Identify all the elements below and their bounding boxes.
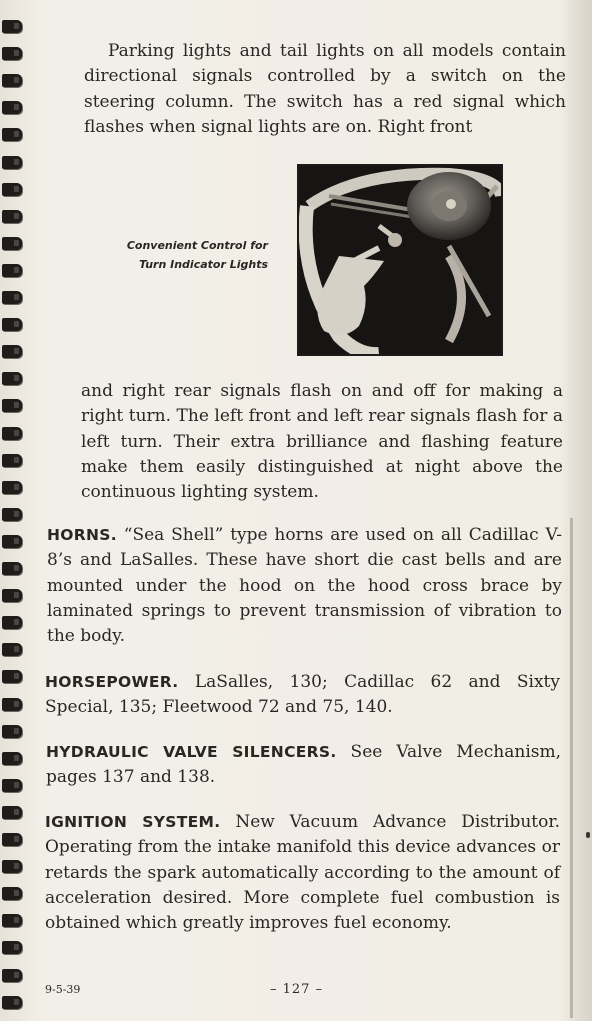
binding-ring xyxy=(2,752,22,765)
binding-ring xyxy=(2,616,22,629)
binding-ring xyxy=(2,291,22,304)
section-body: New Vacuum Advance Distributor. Operating from the intake manifold this device advances or retards the spark automatically according to the amount of acceleration desired. More complete fuel combustion is obtained which greatly improves fuel economy. xyxy=(45,812,561,934)
binding-ring xyxy=(2,74,22,87)
steering-wheel-icon xyxy=(299,166,501,354)
binding-ring xyxy=(2,427,22,440)
binding-ring xyxy=(2,779,22,792)
binding-ring xyxy=(2,101,22,114)
binding-ring xyxy=(2,996,22,1009)
section-body: See Valve Mechanism, pages 137 and 138. xyxy=(46,742,561,788)
binding-ring xyxy=(2,210,22,223)
binding-ring xyxy=(2,481,22,494)
spiral-binding xyxy=(0,0,26,1021)
binding-ring xyxy=(2,562,22,575)
page-number: – 127 – xyxy=(270,982,324,997)
binding-ring xyxy=(2,264,22,277)
footer-date: 9-5-39 xyxy=(45,983,81,996)
binding-ring xyxy=(2,833,22,846)
binding-ring xyxy=(2,47,22,60)
binding-ring xyxy=(2,508,22,521)
steering-wheel-photo xyxy=(297,164,503,356)
binding-ring xyxy=(2,643,22,656)
binding-ring xyxy=(2,237,22,250)
binding-ring xyxy=(2,454,22,467)
binding-ring xyxy=(2,941,22,954)
binding-ring xyxy=(2,806,22,819)
intro-paragraph-top: Parking lights and tail lights on all models contain directional signals controlled by a switch on the steering column. The switch has a red signal which flashes when signal lights are on. Right front xyxy=(84,41,566,137)
section-heading: HORSEPOWER. xyxy=(45,673,179,691)
binding-ring xyxy=(2,535,22,548)
binding-ring xyxy=(2,156,22,169)
binding-ring xyxy=(2,20,22,33)
figure-caption xyxy=(100,236,268,274)
intro-paragraph-bottom: and right rear signals flash on and off for making a right turn. The left front and left rear signals flash for a left turn. Their extra brilliance and flashing feature make them easily distinguished at night above the continuous lighting system. xyxy=(81,381,563,503)
binding-ring xyxy=(2,589,22,602)
binding-ring xyxy=(2,183,22,196)
binding-ring xyxy=(2,399,22,412)
section-heading: HYDRAULIC VALVE SILENCERS. xyxy=(46,743,337,761)
page-edge xyxy=(570,518,573,1018)
section-heading: IGNITION SYSTEM. xyxy=(45,813,221,831)
binding-ring xyxy=(2,698,22,711)
section-body: “Sea Shell” type horns are used on all Cadillac V-8’s and LaSalles. These have short die cast bells and are mounted under the hood on the hood cross brace by laminated springs to prevent transmission of vibration to the body. xyxy=(47,525,562,647)
caption-line-2: Turn Indicator Lights xyxy=(139,258,268,271)
binding-ring xyxy=(2,969,22,982)
binding-ring xyxy=(2,914,22,927)
binding-ring xyxy=(2,860,22,873)
section-horsepower xyxy=(45,670,560,721)
binding-ring xyxy=(2,725,22,738)
binding-ring xyxy=(2,887,22,900)
binding-ring xyxy=(2,345,22,358)
section-hydraulic-valve-silencers xyxy=(46,740,561,791)
binding-ring xyxy=(2,372,22,385)
section-heading: HORNS. xyxy=(47,526,117,544)
section-body: LaSalles, 130; Cadillac 62 and Sixty Special, 135; Fleetwood 72 and 75, 140. xyxy=(45,672,560,718)
binding-ring xyxy=(2,318,22,331)
binding-ring xyxy=(2,128,22,141)
caption-line-1: Convenient Control for xyxy=(126,239,268,252)
page-mark xyxy=(586,832,590,838)
section-horns xyxy=(47,523,562,649)
section-ignition-system xyxy=(45,810,560,936)
binding-ring xyxy=(2,670,22,683)
